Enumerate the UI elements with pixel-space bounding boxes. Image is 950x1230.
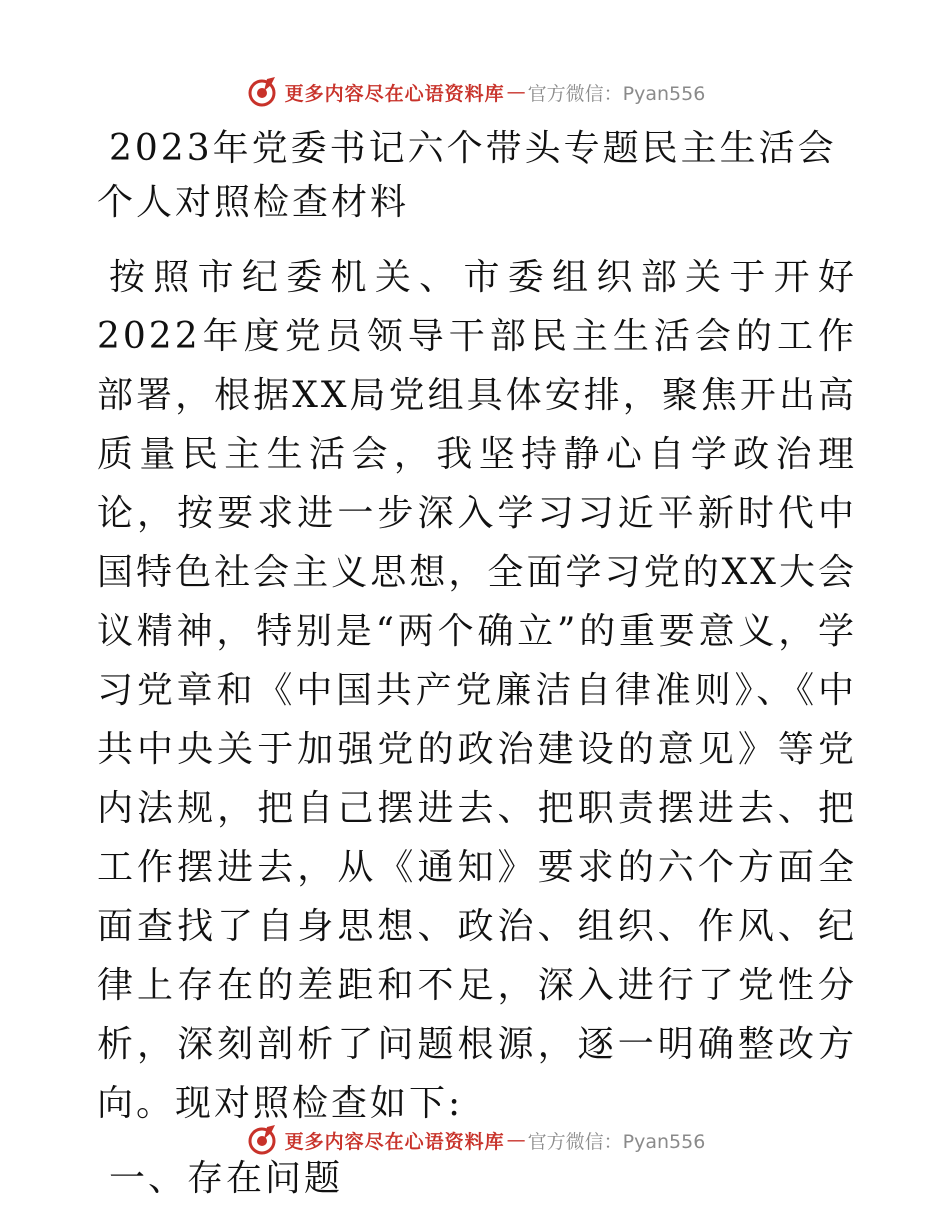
document-title: 2023年党委书记六个带头专题民主生活会个人对照检查材料 — [97, 128, 837, 223]
quill-logo-icon — [245, 75, 279, 109]
intro-paragraph: 按照市纪委机关、市委组织部关于开好2022年度党员领导干部民主生活会的工作部署，根据XX局党组具体安排，聚焦开出高质量民主生活会，我坚持静心自学政治理论，按要求进一步深入学习习近平新时代中国特色社会主义思想，全面学习党的XX大会议精神，特别是“两个确立”的重要意义，学习党章和《中国共产党廉洁自律准则》、《中共中央关于加强党的政治建设的意见》等党内法规，把自己摆进去、把职责摆进去、把工作摆进去，从《通知》要求的六个方面全面查找了自身思想、政治、组织、作风、纪律上存在的差距和不足，深入进行了党性分析，深刻剖析了问题根源，逐一明确整改方向。现对照检查如下: — [97, 257, 857, 1124]
quill-logo-icon — [245, 1123, 279, 1157]
watermark-dash: — — [506, 1129, 526, 1151]
watermark-banner-bottom — [0, 1120, 950, 1160]
watermark-wechat-text: 官方微信：Pyan556 — [527, 82, 706, 105]
section-heading: 一、存在问题 — [109, 1158, 344, 1199]
watermark-banner-top — [0, 72, 950, 112]
document-body — [97, 122, 857, 1207]
watermark-site-text: 更多内容尽在心语资料库 — [284, 82, 505, 105]
watermark-dash: — — [506, 81, 526, 103]
watermark-site-text: 更多内容尽在心语资料库 — [284, 1130, 505, 1153]
watermark-wechat-text: 官方微信：Pyan556 — [527, 1130, 706, 1153]
